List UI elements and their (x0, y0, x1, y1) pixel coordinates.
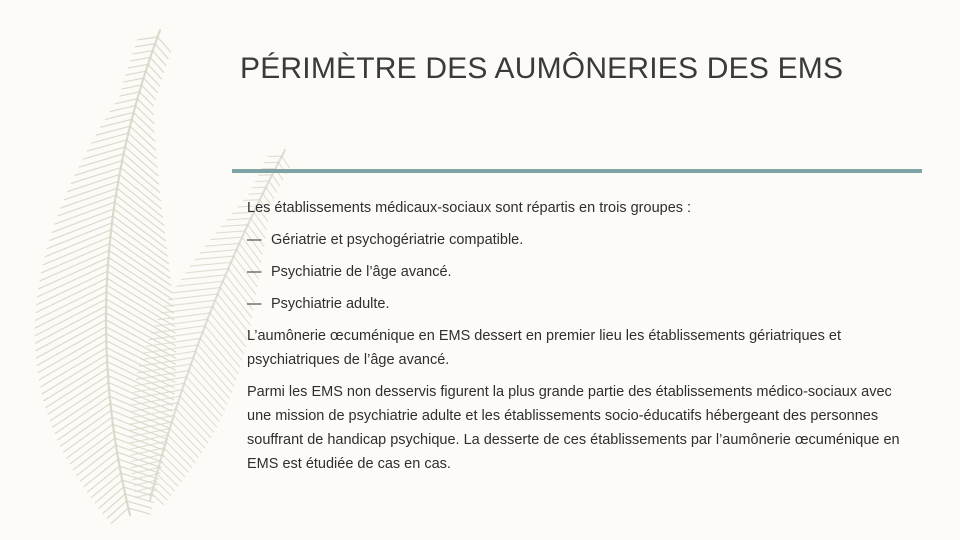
page-title: PÉRIMÈTRE DES AUMÔNERIES DES EMS (240, 52, 844, 85)
paragraph-coverage: L’aumônerie œcuménique en EMS dessert en premier lieu les établissements gériatriques et psychiatriques de l’âge avancé. (247, 328, 841, 368)
dash-bullet: — (247, 296, 262, 312)
content-body (247, 196, 917, 484)
list-item-text: Psychiatrie adulte. (271, 296, 390, 312)
dash-bullet: — (247, 264, 262, 280)
dash-bullet: — (247, 232, 262, 248)
groups-list (247, 228, 917, 316)
paragraph-exclusions: Parmi les EMS non desservis figurent la plus grande partie des établissements médico-sociaux avec une mission de psychiatrie adulte et les établissements socio-éducatifs hébergeant des personnes souffrant de handicap psychique. La desserte de ces établissements par l’aumônerie œcuménique en EMS est étudiée de cas en cas. (247, 384, 900, 472)
intro-text: Les établissements médicaux-sociaux sont répartis en trois groupes : (247, 200, 692, 216)
list-item (247, 292, 917, 316)
list-item (247, 260, 917, 284)
list-item-text: Gériatrie et psychogériatrie compatible. (271, 232, 524, 248)
title-divider (232, 169, 922, 173)
list-item (247, 228, 917, 252)
list-item-text: Psychiatrie de l’âge avancé. (271, 264, 452, 280)
